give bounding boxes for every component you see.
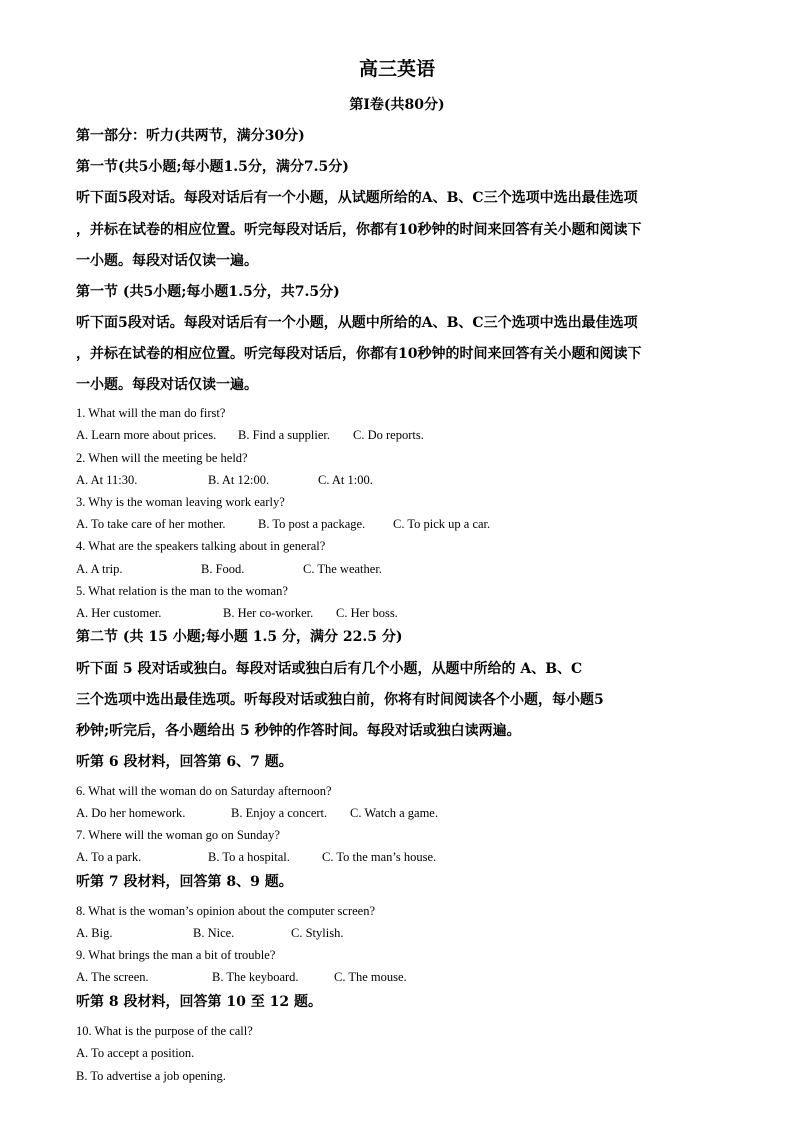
page-subtitle: 第I卷(共80分) — [349, 97, 445, 113]
question-text: 8. What is the woman’s opinion about the computer screen? — [76, 904, 375, 918]
question-text: 9. What brings the man a bit of trouble? — [76, 948, 276, 962]
option-b: B. To a hospital. — [208, 850, 290, 864]
option-a: A. To accept a position. — [76, 1046, 195, 1060]
option-b: B. The keyboard. — [212, 970, 299, 984]
option-a: A. Do her homework. — [76, 806, 186, 820]
option-c: C. Do reports. — [353, 428, 424, 442]
section-b-instruction-line: 听下面5段对话。每段对话后有一个小题，从题中所给的A、B、C三个选项中选出最佳选项 — [76, 315, 638, 331]
option-a: A. To a park. — [76, 850, 142, 864]
option-c: C. To pick up a car. — [393, 517, 491, 531]
question-text: 10. What is the purpose of the call? — [76, 1024, 253, 1038]
section-a-instruction-line: 一小题。每段对话仅读一遍。 — [76, 253, 258, 269]
part1-heading: 第一部分：听力(共两节，满分30分) — [76, 128, 305, 144]
group7-heading: 听第 7 段材料，回答第 8、9 题。 — [76, 874, 293, 890]
section-b-instruction-line: ，并标在试卷的相应位置。听完每段对话后，你都有10秒钟的时间来回答有关小题和阅读下 — [76, 346, 642, 362]
option-c: C. The weather. — [303, 562, 382, 576]
question-text: 3. Why is the woman leaving work early? — [76, 495, 285, 509]
group6-heading: 听第 6 段材料，回答第 6、7 题。 — [76, 754, 293, 770]
question-text: 4. What are the speakers talking about in general? — [76, 539, 326, 553]
part2-instruction-line: 听下面 5 段对话或独白。每段对话或独白后有几个小题，从题中所给的 A、B、C — [76, 661, 583, 677]
option-a: A. Big. — [76, 926, 113, 940]
option-c: C. The mouse. — [334, 970, 407, 984]
option-a: A. Her customer. — [76, 606, 162, 620]
option-c: C. Watch a game. — [350, 806, 438, 820]
option-b: B. At 12:00. — [208, 473, 270, 487]
option-a: A. The screen. — [76, 970, 149, 984]
part2-heading: 第二节 (共 15 小题;每小题 1.5 分，满分 22.5 分) — [76, 629, 403, 645]
section-b-heading: 第一节 (共5小题;每小题1.5分，共7.5分) — [76, 284, 340, 300]
option-b: B. Her co-worker. — [223, 606, 314, 620]
question-text: 1. What will the man do first? — [76, 406, 226, 420]
option-b: B. To post a package. — [258, 517, 366, 531]
section-b-instruction-line: 一小题。每段对话仅读一遍。 — [76, 377, 258, 393]
section-a-instruction-line: 听下面5段对话。每段对话后有一个小题，从试题所给的A、B、C三个选项中选出最佳选项 — [76, 190, 638, 206]
option-a: A. Learn more about prices. — [76, 428, 217, 442]
page-title: 高三英语 — [358, 58, 435, 80]
option-a: A. To take care of her mother. — [76, 517, 226, 531]
option-a: A. At 11:30. — [76, 473, 138, 487]
option-b: B. Food. — [201, 562, 245, 576]
option-a: A. A trip. — [76, 562, 123, 576]
question-text: 7. Where will the woman go on Sunday? — [76, 828, 280, 842]
option-c: C. Stylish. — [291, 926, 344, 940]
part2-instruction-line: 三个选项中选出最佳选项。听每段对话或独白前，你将有时间阅读各个小题，每小题5 — [76, 692, 604, 708]
section-a-instruction-line: ，并标在试卷的相应位置。听完每段对话后，你都有10秒钟的时间来回答有关小题和阅读下 — [76, 222, 642, 238]
option-b: B. To advertise a job opening. — [76, 1069, 226, 1083]
option-c: C. Her boss. — [336, 606, 398, 620]
group8-heading: 听第 8 段材料，回答第 10 至 12 题。 — [76, 994, 322, 1010]
section-a-heading: 第一节(共5小题;每小题1.5分，满分7.5分) — [76, 159, 349, 175]
question-text: 6. What will the woman do on Saturday afternoon? — [76, 784, 332, 798]
option-b: B. Nice. — [193, 926, 235, 940]
part2-instruction-line: 秒钟;听完后，各小题给出 5 秒钟的作答时间。每段对话或独白读两遍。 — [76, 723, 521, 739]
option-b: B. Enjoy a concert. — [231, 806, 328, 820]
option-b: B. Find a supplier. — [238, 428, 331, 442]
option-c: C. At 1:00. — [318, 473, 373, 487]
option-c: C. To the man’s house. — [322, 850, 437, 864]
question-text: 2. When will the meeting be held? — [76, 451, 248, 465]
question-text: 5. What relation is the man to the woman? — [76, 584, 288, 598]
